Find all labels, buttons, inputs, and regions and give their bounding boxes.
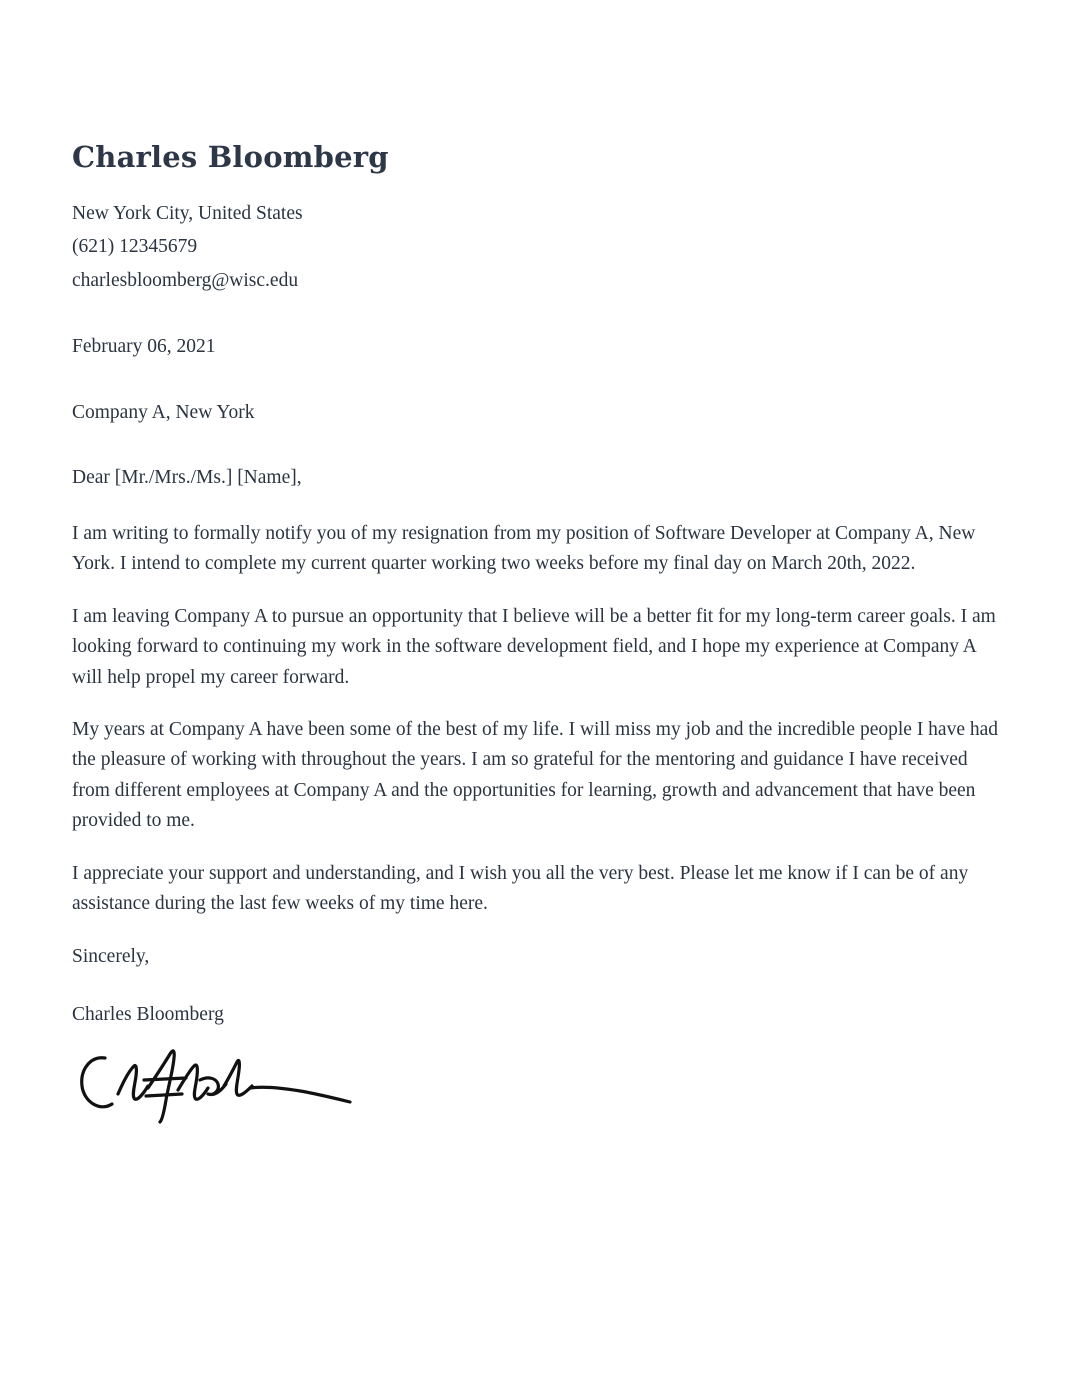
contact-phone: (621) 12345679 (72, 236, 198, 258)
resignation-letter (72, 140, 1008, 1126)
signer-name: Charles Bloomberg (72, 1003, 224, 1025)
body-paragraph: I appreciate your support and understanding, and I wish you all the very best. Please let me know if I can be of any assistance during the last few weeks of my time here. (72, 862, 969, 915)
spacer (72, 297, 1008, 331)
letter-date: February 06, 2021 (72, 336, 216, 358)
contact-email: charlesbloomberg@wisc.edu (72, 269, 299, 291)
body-paragraph: My years at Company A have been some of the best of my life. I will miss my job and the incredible people I have had the pleasure of working with throughout the years. I am so grateful for the mentoring and guidance I have received from different employees at Company A and the opportunities for learning, growth and advancement that have been provided to me. (72, 718, 999, 832)
contact-location: New York City, United States (72, 202, 303, 224)
spacer (72, 363, 1008, 397)
handwritten-signature-icon (74, 1036, 354, 1126)
spacer (72, 493, 1008, 519)
spacer (72, 428, 1008, 462)
closing-line: Sincerely, (72, 946, 150, 968)
page-title: Charles Bloomberg (72, 140, 389, 174)
body-paragraph: I am leaving Company A to pursue an opportunity that I believe will be a better fit for my long-term career goals. I am looking forward to continuing my work in the software development field, and I hope my experience at Company A will help propel my career forward. (72, 605, 996, 688)
recipient-address: Company A, New York (72, 401, 255, 423)
body-paragraph: I am writing to formally notify you of my resignation from my position of Software Developer at Company A, New York. I intend to complete my current quarter working two weeks before my final day on March 20th, 2022. (72, 522, 976, 575)
salutation: Dear [Mr./Mrs./Ms.] [Name], (72, 466, 302, 488)
